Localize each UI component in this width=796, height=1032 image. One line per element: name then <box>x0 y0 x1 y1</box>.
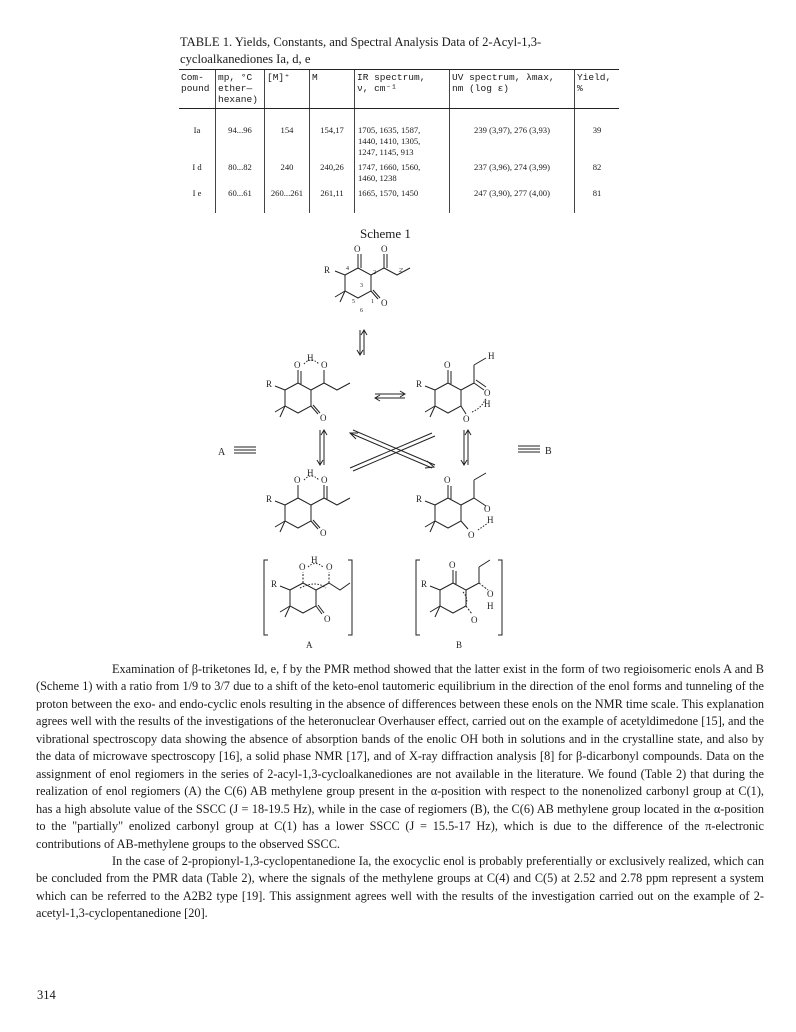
atom-O: O <box>299 562 306 572</box>
atom-R: R <box>266 494 273 504</box>
header-mplus: [M]⁺ <box>265 70 310 109</box>
atom-R: R <box>324 265 331 275</box>
number-label: 4 <box>346 266 349 272</box>
equilibrium-arrow-horizontal <box>375 391 405 401</box>
header-uv: UV spectrum, λmax, nm (log ε) <box>450 70 575 109</box>
atom-O: O <box>468 530 475 540</box>
number-label: 1 <box>371 299 374 305</box>
cell-ir: 1665, 1570, 1450 <box>355 186 450 213</box>
number-label: 2' <box>399 268 404 274</box>
cell-mplus: 240 <box>265 160 310 186</box>
atom-H: H <box>484 399 491 409</box>
header-yield: Yield, % <box>575 70 620 109</box>
atom-O: O <box>294 475 301 485</box>
number-label: 6 <box>360 308 363 314</box>
cell-compound: Ia <box>193 125 201 135</box>
header-m: M <box>310 70 355 109</box>
body-text <box>36 661 764 923</box>
atom-H: H <box>307 353 314 363</box>
atom-O: O <box>444 475 451 485</box>
atom-O: O <box>324 614 331 624</box>
cell-mplus: 154 <box>265 109 310 161</box>
enol-structure-3 <box>275 476 350 532</box>
enol-structure-4 <box>425 473 488 532</box>
number-label: 3 <box>360 283 363 289</box>
atom-O: O <box>326 562 333 572</box>
paragraph: Examination of β-triketones Id, e, f by the PMR method showed that the latter exist in the form of two regioisomeric enols A and B (Scheme 1) with a ratio from 1/9 to 3/7 due to a shift of the keto-enol tautomeric equilibrium in the direction of the enol forms and tunneling of the proton between the exo- and endo-cyclic enols resulting in the absence of differences between these enols on the NMR time scale. This explanation agrees well with the results of the investigations of the heteronuclear Overhauser effect, carried out on the example of acetyldimedone [15], and the vibrational spectroscopy data showing the absence of absorption bands of the enolic OH both in solutions and in the crystalline state, and also by the data of microwave spectroscopy [16], a solid phase NMR [17], and of X-ray diffraction analysis [8] for β-dicarbonyl compounds. Data on the assignment of enol regiomers in the series of 2-acyl-1,3-cycloalkanediones are not available in the literature. We found (Table 2) that during the realization of enol regiomers (A) the C(6) AB methylene group present in the α-position with respect to the nonenolized carbonyl group at C(1), has a high absolute value of the SSCC (J = 18-19.5 Hz), while in the case of regiomers (B), the C(6) AB methylene group located in the α-position to the "partially" enolized carbonyl group at C(1) has a lower SSCC (J = 15.5-17 Hz), which is due to the difference of the π-electronic contributions of AB-methylene groups to the observed SSCC. <box>36 662 764 851</box>
equilibrium-arrow-vertical <box>357 330 367 355</box>
atom-O: O <box>444 360 451 370</box>
label-B: B <box>545 446 552 457</box>
enol-structure-1 <box>275 360 350 417</box>
cell-yield: 81 <box>575 186 620 213</box>
table-row <box>179 109 619 161</box>
reaction-scheme <box>200 240 600 650</box>
form-label-B: B <box>456 640 463 650</box>
atom-O: O <box>484 388 491 398</box>
atom-H: H <box>487 601 494 611</box>
atom-H: H <box>307 468 314 478</box>
cell-mp: 80...82 <box>216 160 265 186</box>
cross-equilibrium-arrows <box>317 430 471 471</box>
atom-O: O <box>381 298 388 308</box>
atom-O: O <box>321 475 328 485</box>
bracketed-form-A <box>264 560 352 635</box>
cell-ir: 1747, 1660, 1560, 1460, 1238 <box>355 160 450 186</box>
triketone-labels <box>324 244 403 314</box>
enol-4-labels <box>416 475 494 540</box>
cell-m: 240,26 <box>310 160 355 186</box>
cell-uv: 247 (3,90), 277 (4,00) <box>450 186 575 213</box>
cell-mp: 60...61 <box>216 186 265 213</box>
table-header-row <box>179 70 619 109</box>
cell-mplus: 260...261 <box>265 186 310 213</box>
atom-O: O <box>321 360 328 370</box>
label-A: A <box>218 447 226 458</box>
atom-O: O <box>354 244 361 254</box>
atom-O: O <box>320 413 327 423</box>
atom-R: R <box>271 579 278 589</box>
enol-structure-2 <box>425 358 486 417</box>
atom-R: R <box>416 379 423 389</box>
form-B-labels <box>421 560 494 650</box>
form-label-A: A <box>306 640 313 650</box>
header-mp: mp, °C ether— hexane) <box>216 70 265 109</box>
atom-O: O <box>320 528 327 538</box>
cell-m: 261,11 <box>310 186 355 213</box>
cell-uv: 239 (3,97), 276 (3,93) <box>450 109 575 161</box>
atom-R: R <box>416 494 423 504</box>
cell-mp: 94...96 <box>216 109 265 161</box>
scheme-title: Scheme 1 <box>360 226 411 241</box>
cell-compound: I d <box>192 162 202 172</box>
cell-m: 154,17 <box>310 109 355 161</box>
page-number: 314 <box>37 988 56 1002</box>
atom-O: O <box>471 615 478 625</box>
atom-O: O <box>449 560 456 570</box>
number-label: 5 <box>352 299 355 305</box>
atom-O: O <box>381 244 388 254</box>
cell-compound: I e <box>192 188 202 198</box>
paragraph: In the case of 2-propionyl-1,3-cyclopentanedione Ia, the exocyclic enol is probably preferentially or exclusively realized, which can be concluded from the PMR data (Table 2), where the signals of the methylene groups at C(4) and C(5) at 2.52 and 2.78 ppm represent a system which can be referred to the A2B2 type [19]. This assignment agrees well with the results of the investigation carried out on the example of 2-acetyl-1,3-cyclopentanedione [20]. <box>36 853 764 921</box>
triketone-structure <box>335 254 410 302</box>
data-table <box>179 69 619 213</box>
atom-H: H <box>311 555 318 565</box>
atom-O: O <box>484 504 491 514</box>
table-row <box>179 160 619 186</box>
header-compound: Com- pound <box>179 70 216 109</box>
cell-yield: 39 <box>575 109 620 161</box>
atom-O: O <box>463 414 470 424</box>
table-caption: TABLE 1. Yields, Constants, and Spectral Analysis Data of 2-Acyl-1,3-cycloalkanediones Ia, d, e <box>180 35 542 66</box>
atom-R: R <box>421 579 428 589</box>
atom-O: O <box>294 360 301 370</box>
atom-O: O <box>487 589 494 599</box>
cell-uv: 237 (3,96), 274 (3,99) <box>450 160 575 186</box>
atom-H: H <box>487 515 494 525</box>
form-A-labels <box>271 555 333 650</box>
number-label: 2 <box>373 270 376 276</box>
cell-yield: 82 <box>575 160 620 186</box>
atom-R: R <box>266 379 273 389</box>
header-ir: IR spectrum, ν, cm⁻¹ <box>355 70 450 109</box>
table-row <box>179 186 619 213</box>
cell-ir: 1705, 1635, 1587, 1440, 1410, 1305, 1247, 1145, 913 <box>355 109 450 161</box>
atom-H: H <box>488 351 495 361</box>
